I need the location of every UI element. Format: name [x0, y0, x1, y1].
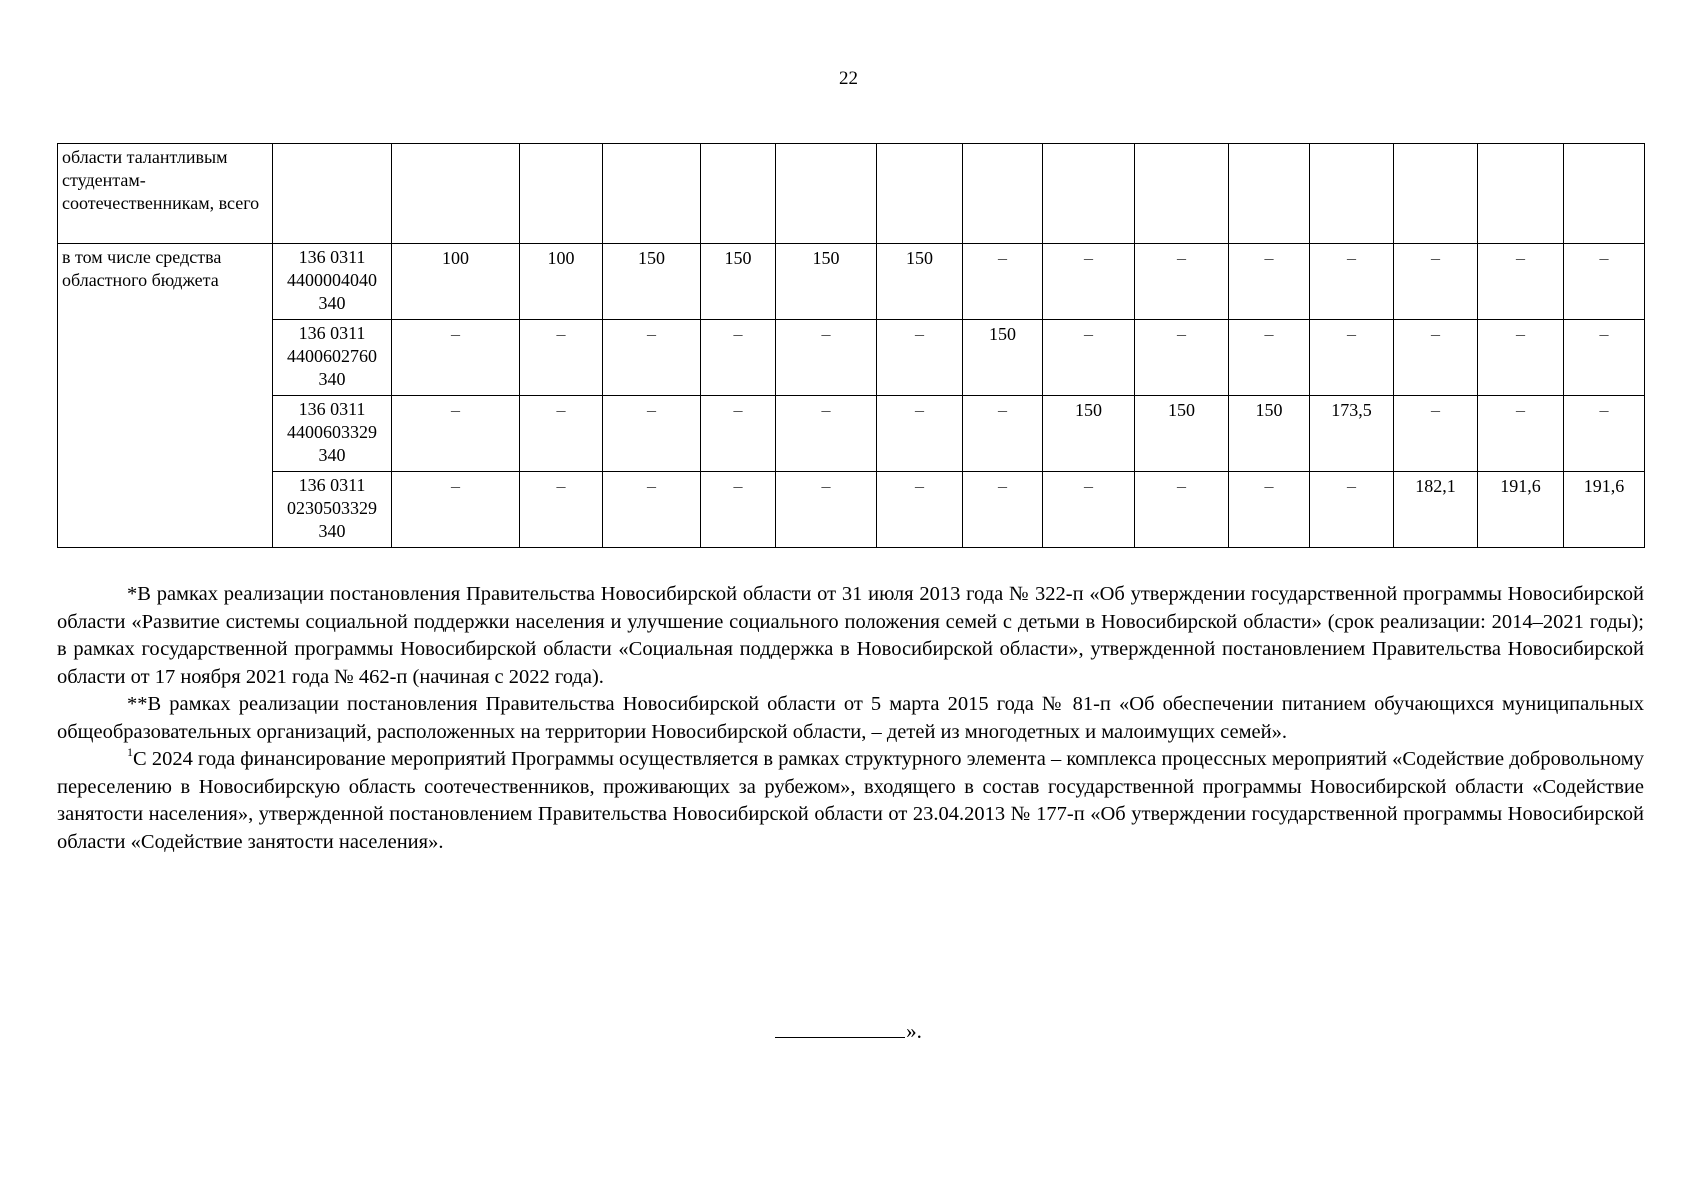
value-cell: –	[1310, 244, 1394, 320]
value-cell: –	[1478, 244, 1564, 320]
closing-quote: ».	[906, 1019, 922, 1043]
value-cell: 150	[701, 244, 776, 320]
value-cell: –	[701, 472, 776, 548]
value-cell: –	[392, 472, 520, 548]
value-cell: –	[1564, 396, 1645, 472]
footnote-marker: 1	[127, 745, 133, 760]
empty-cell	[1135, 144, 1229, 244]
budget-code-cell: 136 0311 0230503329 340	[273, 472, 392, 548]
empty-cell	[273, 144, 392, 244]
budget-code-cell: 136 0311 4400603329 340	[273, 396, 392, 472]
value-cell: –	[1229, 320, 1310, 396]
value-cell: –	[963, 244, 1043, 320]
empty-cell	[701, 144, 776, 244]
empty-cell	[1229, 144, 1310, 244]
empty-cell	[776, 144, 877, 244]
value-cell: –	[1229, 472, 1310, 548]
value-cell: –	[392, 320, 520, 396]
value-cell: 100	[520, 244, 603, 320]
value-cell: –	[1043, 244, 1135, 320]
value-cell: –	[603, 472, 701, 548]
value-cell: –	[963, 396, 1043, 472]
value-cell: –	[603, 396, 701, 472]
value-cell: –	[1564, 244, 1645, 320]
value-cell: –	[701, 396, 776, 472]
value-cell: –	[1043, 320, 1135, 396]
empty-cell	[1310, 144, 1394, 244]
value-cell: –	[520, 472, 603, 548]
value-cell: –	[1310, 472, 1394, 548]
empty-cell	[520, 144, 603, 244]
value-cell: 191,6	[1564, 472, 1645, 548]
value-cell: –	[1135, 320, 1229, 396]
value-cell: –	[1135, 244, 1229, 320]
value-cell: –	[776, 472, 877, 548]
signature-line	[775, 1017, 905, 1038]
empty-cell	[1564, 144, 1645, 244]
value-cell: 150	[776, 244, 877, 320]
footnote-1: *В рамках реализации постановления Правительства Новосибирской области от 31 июля 2013 года № 322-п «Об утверждении государственной программы Новосибирской области «Развитие системы социальной поддержки населения и улучшение социального положения семей с детьми в Новосибирской области» (срок реализации: 2014–2021 годы); в рамках государственной программы Новосибирской области «Социальная поддержка в Новосибирской области», утвержденной постановлением Правительства Новосибирской области от 17 ноября 2021 года № 462-п (начиная с 2022 года).	[57, 583, 1644, 688]
value-cell: –	[1394, 320, 1478, 396]
value-cell: –	[877, 472, 963, 548]
budget-code-cell: 136 0311 4400602760 340	[273, 320, 392, 396]
table-row	[58, 472, 1645, 548]
empty-cell	[1478, 144, 1564, 244]
value-cell: –	[520, 396, 603, 472]
value-cell: 150	[1043, 396, 1135, 472]
value-cell: –	[701, 320, 776, 396]
value-cell: –	[603, 320, 701, 396]
value-cell: –	[1394, 396, 1478, 472]
value-cell: –	[1478, 396, 1564, 472]
value-cell: 150	[1229, 396, 1310, 472]
empty-cell	[603, 144, 701, 244]
table-row	[58, 244, 1645, 320]
page-number: 22	[839, 68, 858, 89]
value-cell: –	[877, 396, 963, 472]
value-cell: –	[392, 396, 520, 472]
value-cell: 100	[392, 244, 520, 320]
value-cell: 173,5	[1310, 396, 1394, 472]
value-cell: –	[1310, 320, 1394, 396]
value-cell: –	[520, 320, 603, 396]
empty-cell	[1043, 144, 1135, 244]
budget-table	[57, 143, 1645, 548]
value-cell: –	[1135, 472, 1229, 548]
value-cell: 150	[877, 244, 963, 320]
value-cell: –	[1478, 320, 1564, 396]
value-cell: –	[1043, 472, 1135, 548]
table-row-head	[58, 144, 1645, 244]
footnotes	[57, 581, 1644, 856]
closing-mark	[0, 1017, 1697, 1044]
value-cell: –	[963, 472, 1043, 548]
value-cell: –	[1564, 320, 1645, 396]
row-label-regional-budget: в том числе средства областного бюджета	[58, 244, 273, 548]
value-cell: 182,1	[1394, 472, 1478, 548]
table-row	[58, 396, 1645, 472]
empty-cell	[1394, 144, 1478, 244]
empty-cell	[877, 144, 963, 244]
footnote-3	[57, 746, 1644, 856]
table-row	[58, 320, 1645, 396]
empty-cell	[392, 144, 520, 244]
value-cell: 191,6	[1478, 472, 1564, 548]
value-cell: –	[1229, 244, 1310, 320]
row-label-total: области талантливым студентам-соотечественникам, всего	[58, 144, 273, 244]
empty-cell	[963, 144, 1043, 244]
value-cell: –	[776, 396, 877, 472]
value-cell: 150	[1135, 396, 1229, 472]
value-cell: –	[1394, 244, 1478, 320]
footnote-2: **В рамках реализации постановления Правительства Новосибирской области от 5 марта 2015 года № 81-п «Об обеспечении питанием обучающихся муниципальных общеобразовательных организаций, расположенных на территории Новосибирской области, – детей из многодетных и малоимущих семей».	[57, 693, 1644, 743]
footnote-3-text: С 2024 года финансирование мероприятий Программы осуществляется в рамках структурного элемента – комплекса процессных мероприятий «Содействие добровольному переселению в Новосибирскую область соотечественников, проживающих за рубежом», входящего в состав государственной программы Новосибирской области «Содействие занятости населения», утвержденной постановлением Правительства Новосибирской области от 23.04.2013 № 177-п «Об утверждении государственной программы Новосибирской области «Содействие занятости населения».	[57, 748, 1644, 853]
value-cell: 150	[603, 244, 701, 320]
value-cell: 150	[963, 320, 1043, 396]
value-cell: –	[776, 320, 877, 396]
value-cell: –	[877, 320, 963, 396]
budget-code-cell: 136 0311 4400004040 340	[273, 244, 392, 320]
